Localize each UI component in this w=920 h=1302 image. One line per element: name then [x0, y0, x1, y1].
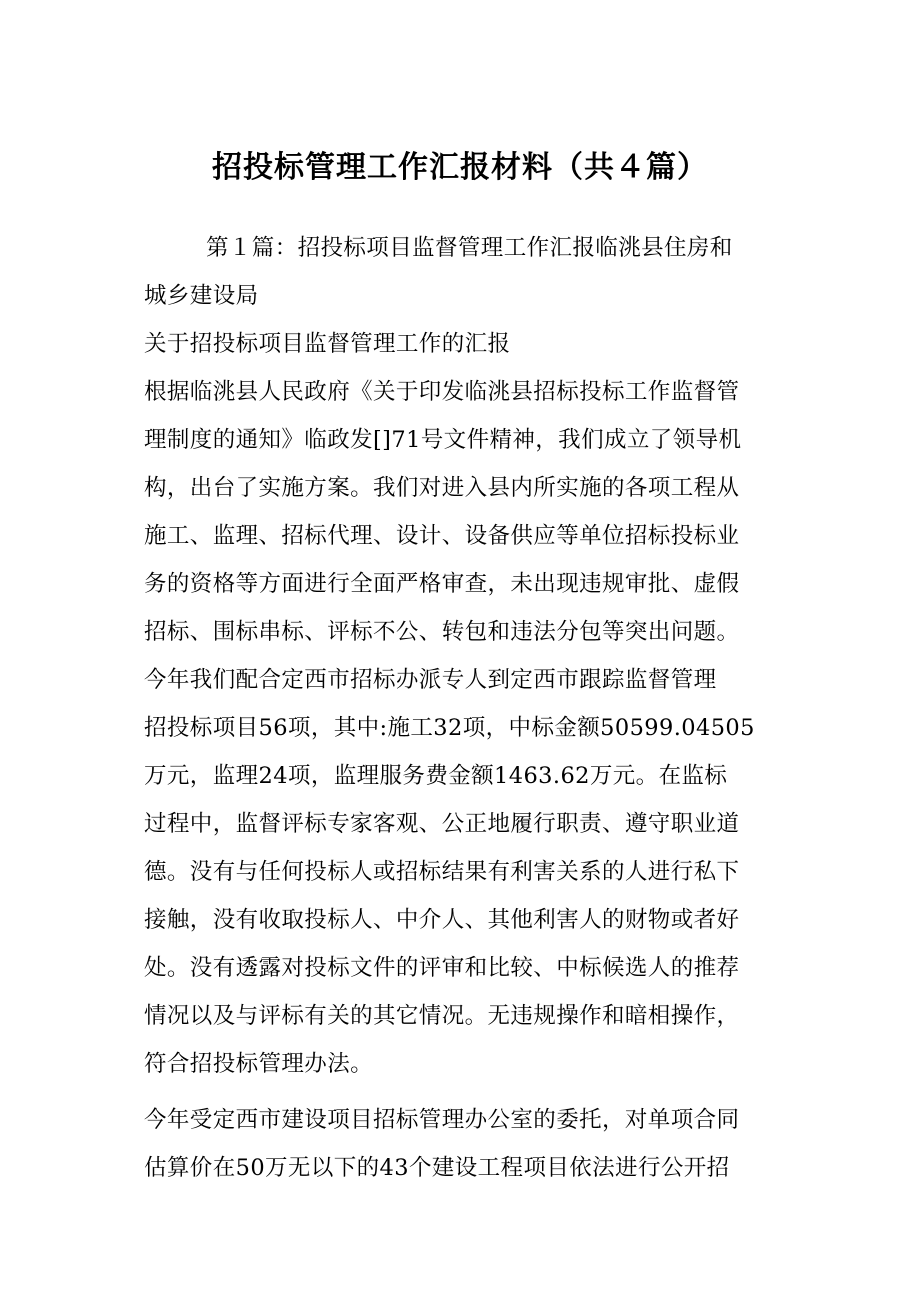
paragraph-line: 今年我们配合定西市招标办派专人到定西市跟踪监督管理 — [144, 667, 717, 693]
document-title: 招投标管理工作汇报材料（共４篇） — [212, 150, 708, 185]
paragraph-line: 估算价在50万无以下的43个建设工程项目依法进行公开招 — [144, 1155, 730, 1181]
report-heading: 关于招投标项目监督管理工作的汇报 — [144, 331, 511, 357]
paragraph-line: 接触，没有收取投标人、中介人、其他利害人的财物或者好 — [144, 907, 740, 933]
paragraph-line: 万元，监理24项，监理服务费金额1463.62万元。在监标 — [144, 763, 728, 789]
paragraph-line: 今年受定西市建设项目招标管理办公室的委托，对单项合同 — [144, 1107, 740, 1133]
paragraph-line: 情况以及与评标有关的其它情况。无违规操作和暗相操作， — [144, 1003, 740, 1029]
paragraph-line: 过程中，监督评标专家客观、公正地履行职责、遵守职业道 — [144, 811, 740, 837]
paragraph-line: 符合招投标管理办法。 — [144, 1051, 374, 1077]
paragraph-line: 招标、围标串标、评标不公、转包和违法分包等突出问题。 — [144, 619, 740, 645]
document-body — [144, 224, 780, 1192]
paragraph-line: 处。没有透露对投标文件的评审和比较、中标候选人的推荐 — [144, 955, 740, 981]
section-heading-line-1: 第１篇：招投标项目监督管理工作汇报临洮县住房和 — [206, 235, 733, 261]
paragraph-line: 招投标项目56项，其中:施工32项，中标金额50599.04505 — [144, 715, 755, 741]
section-heading-line-2: 城乡建设局 — [144, 283, 259, 309]
paragraph-line: 务的资格等方面进行全面严格审查，未出现违规审批、虚假 — [144, 571, 740, 597]
paragraph-line: 德。没有与任何投标人或招标结果有利害关系的人进行私下 — [144, 859, 740, 885]
paragraph-line: 根据临洮县人民政府《关于印发临洮县招标投标工作监督管 — [144, 379, 740, 405]
paragraph-line: 构，出台了实施方案。我们对进入县内所实施的各项工程从 — [144, 475, 740, 501]
paragraph-line: 施工、监理、招标代理、设计、设备供应等单位招标投标业 — [144, 523, 740, 549]
paragraph-line: 理制度的通知》临政发[]71号文件精神，我们成立了领导机 — [144, 427, 742, 453]
